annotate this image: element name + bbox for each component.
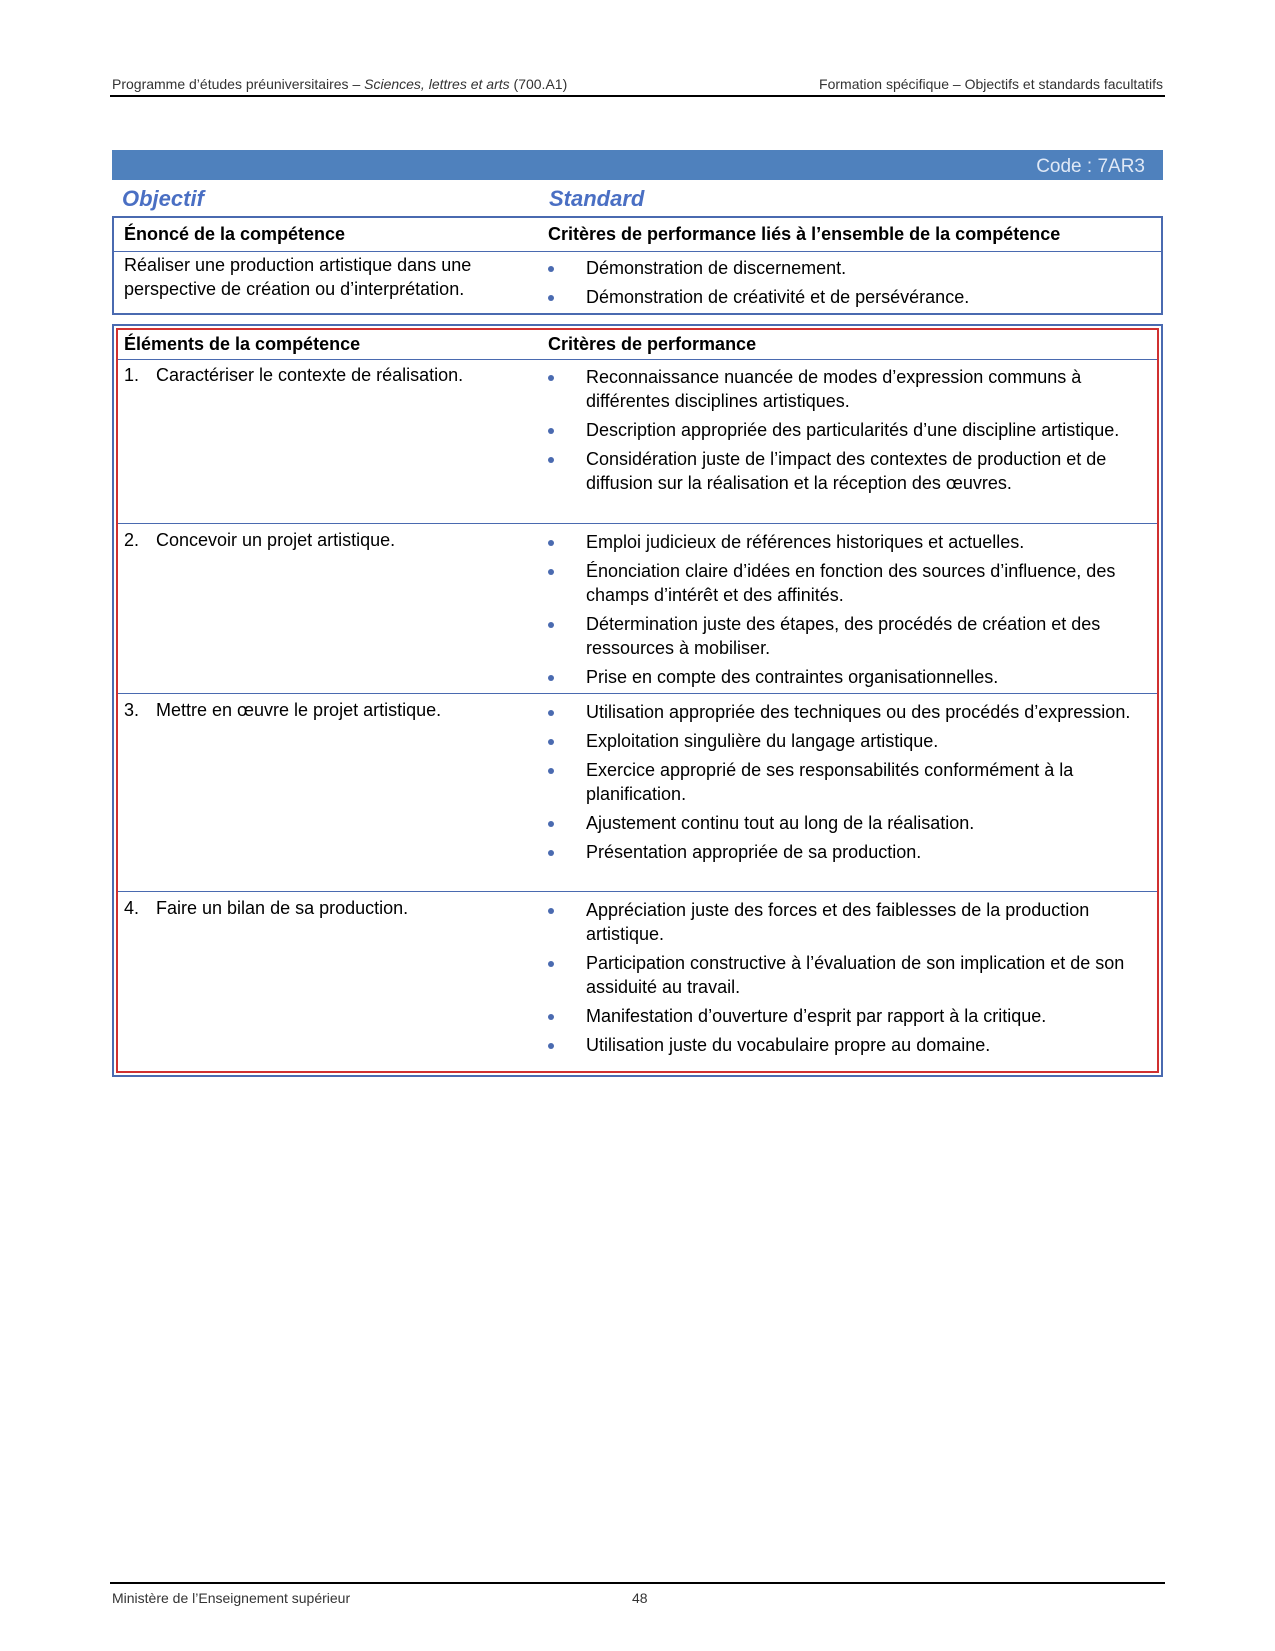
list-item: Énonciation claire d’idées en fonction des sources d’influence, des champs d’intérêt et des affinités.	[548, 559, 1160, 607]
list-item: Reconnaissance nuancée de modes d’expression communs à différentes disciplines artistiques.	[548, 365, 1160, 413]
list-item: Utilisation juste du vocabulaire propre au domaine.	[548, 1033, 1160, 1057]
element-text: Concevoir un projet artistique.	[156, 530, 396, 550]
bullet-icon	[548, 428, 554, 434]
bullet-icon	[548, 1014, 554, 1020]
competence-table	[112, 216, 1163, 315]
footer-ministry: Ministère de l’Enseignement supérieur	[112, 1590, 351, 1606]
competence-table-header	[114, 218, 1161, 252]
list-item: Ajustement continu tout au long de la réalisation.	[548, 811, 1160, 835]
bullet-icon	[548, 457, 554, 463]
element-text: Caractériser le contexte de réalisation.	[156, 365, 464, 385]
page-number: 48	[632, 1590, 648, 1606]
bullet-icon	[548, 622, 554, 628]
objectif-title: Objectif	[122, 186, 204, 211]
competence-head-left: Énoncé de la compétence	[124, 224, 346, 244]
bullet-icon	[548, 961, 554, 967]
list-item: Description appropriée des particularités d’une discipline artistique.	[548, 418, 1160, 442]
bullet-icon	[548, 540, 554, 546]
list-item: Exercice approprié de ses responsabilités conformément à la planification.	[548, 758, 1160, 806]
competence-statement-line2: perspective de création ou d’interprétation.	[124, 279, 465, 299]
bullet-icon	[548, 710, 554, 716]
row-divider	[118, 693, 1157, 694]
elements-table	[112, 324, 1163, 1077]
list-item: Démonstration de discernement.	[548, 256, 1160, 280]
competence-criteria-list	[548, 256, 1160, 314]
list-item: Participation constructive à l’évaluation de son implication et de son assiduité au travail.	[548, 951, 1160, 999]
element-text: Faire un bilan de sa production.	[156, 898, 409, 918]
list-item: Considération juste de l’impact des contextes de production et de diffusion sur la réalisation et la réception des œuvres.	[548, 447, 1160, 495]
element-1-criteria	[548, 365, 1160, 500]
competence-head-right: Critères de performance liés à l’ensemble de la compétence	[548, 224, 1061, 244]
page-footer	[110, 1582, 1165, 1608]
element-number: 2.	[124, 530, 140, 550]
standard-title: Standard	[549, 186, 645, 211]
list-item: Manifestation d’ouverture d’esprit par rapport à la critique.	[548, 1004, 1160, 1028]
elements-head-right: Critères de performance	[548, 334, 757, 354]
row-divider	[118, 523, 1157, 524]
code-bar	[112, 150, 1163, 180]
list-item: Présentation appropriée de sa production.	[548, 840, 1160, 864]
bullet-icon	[548, 908, 554, 914]
bullet-icon	[548, 266, 554, 272]
bullet-icon	[548, 739, 554, 745]
elements-table-inner	[116, 328, 1159, 1073]
element-number: 4.	[124, 898, 140, 918]
list-item: Démonstration de créativité et de persévérance.	[548, 285, 1160, 309]
list-item: Emploi judicieux de références historiques et actuelles.	[548, 530, 1160, 554]
element-number: 1.	[124, 365, 140, 385]
bullet-icon	[548, 675, 554, 681]
element-4-criteria	[548, 898, 1160, 1062]
element-text: Mettre en œuvre le projet artistique.	[156, 700, 442, 720]
list-item: Détermination juste des étapes, des procédés de création et des ressources à mobiliser.	[548, 612, 1160, 660]
element-number: 3.	[124, 700, 140, 720]
bullet-icon	[548, 375, 554, 381]
bullet-icon	[548, 295, 554, 301]
elements-head-left: Éléments de la compétence	[124, 334, 361, 354]
competence-statement-line1: Réaliser une production artistique dans une	[124, 255, 472, 275]
element-2-criteria	[548, 530, 1160, 694]
element-3-criteria	[548, 700, 1160, 869]
header-program-title: Programme d’études préuniversitaires – Sciences, lettres et arts (700.A1)	[112, 76, 568, 92]
page-header	[110, 76, 1165, 97]
header-section-title: Formation spécifique – Objectifs et standards facultatifs	[819, 76, 1163, 92]
row-divider	[118, 891, 1157, 892]
list-item: Exploitation singulière du langage artistique.	[548, 729, 1160, 753]
list-item: Utilisation appropriée des techniques ou des procédés d’expression.	[548, 700, 1160, 724]
code-label: Code : 7AR3	[1036, 156, 1145, 177]
list-item: Prise en compte des contraintes organisationnelles.	[548, 665, 1160, 689]
bullet-icon	[548, 768, 554, 774]
list-item: Appréciation juste des forces et des faiblesses de la production artistique.	[548, 898, 1160, 946]
bullet-icon	[548, 821, 554, 827]
row-divider	[118, 359, 1157, 360]
bullet-icon	[548, 1043, 554, 1049]
bullet-icon	[548, 569, 554, 575]
bullet-icon	[548, 850, 554, 856]
